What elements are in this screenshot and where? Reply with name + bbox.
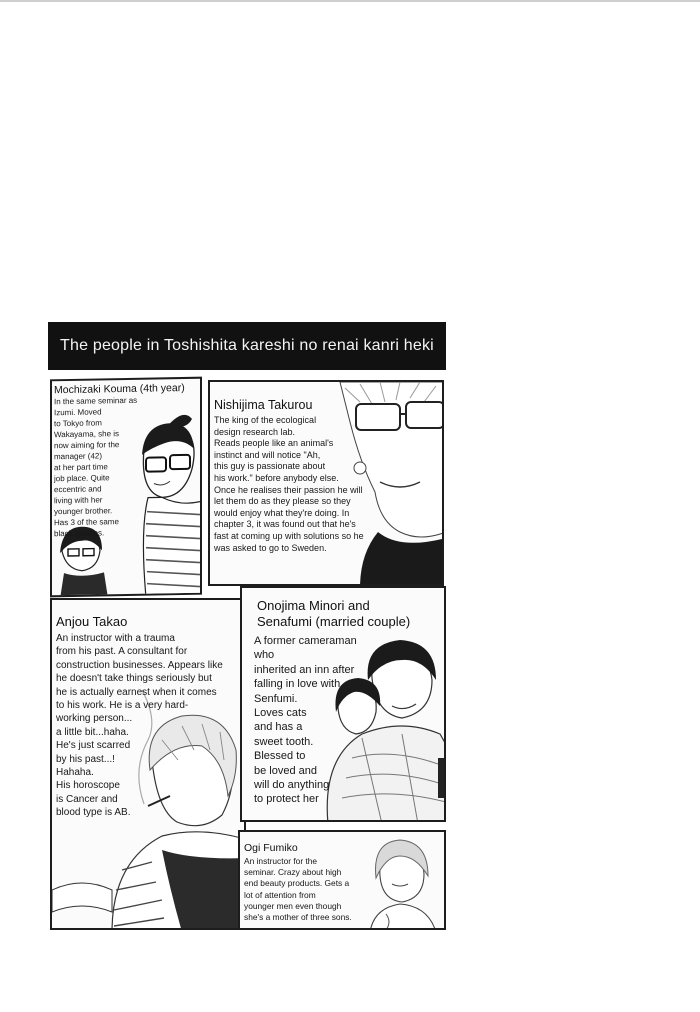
character-description: In the same seminar as Izumi. Moved to Tokyo from Wakayama, she is now aiming for the manager (42) at her part time job place. Quite eccentric and living with her younger brother. Has 3 of the same black glasses.	[54, 395, 138, 539]
top-border-line	[0, 0, 700, 2]
panel-ogi-fumiko	[238, 830, 446, 930]
character-description: An instructor with a trauma from his past. A consultant for construction businesses. Appears like he doesn't take things seriously but he is actually earnest when it comes to his work. He is a very hard- working person... a little bit...haha. He's just scarred by his past...! Hahaha. His horoscope is Cancer and blood type is AB.	[56, 633, 223, 819]
character-name: Onojima Minori and Senafumi (married couple)	[257, 598, 411, 629]
character-name: Ogi Fumiko	[244, 842, 298, 854]
panel-mochizaki-kouma	[50, 377, 202, 598]
character-description: An instructor for the seminar. Crazy about high end beauty products. Gets a lot of attention from younger men even though she's a mother of three sons.	[244, 856, 352, 923]
panel-anjou-takao	[50, 598, 246, 930]
character-name: Nishijima Takurou	[214, 398, 313, 412]
character-name: Mochizaki Kouma (4th year)	[54, 381, 185, 397]
panel-onojima-couple	[240, 586, 446, 822]
character-description: The king of the ecological design research lab. Reads people like an animal's instinct and will notice "Ah, this guy is passionate about his work." before anybody else. Once he realises their passion he will let them do as they please so they would enjoy what they're doing. In chapter 3, it was found out that he's fast at coming up with solutions so he was asked to go to Sweden.	[214, 415, 364, 553]
panel-nishijima-takurou	[208, 380, 444, 586]
character-name: Anjou Takao	[56, 614, 128, 629]
character-profile-page	[48, 322, 446, 930]
banner-title: The people in Toshishita kareshi no renai kanri heki	[60, 337, 434, 354]
character-description: A former cameraman who inherited an inn after falling in love with Senfumi. Loves cats and has a sweet tooth. Blessed to be loved and will do anything to protect her	[254, 635, 357, 806]
page-banner	[48, 322, 446, 370]
